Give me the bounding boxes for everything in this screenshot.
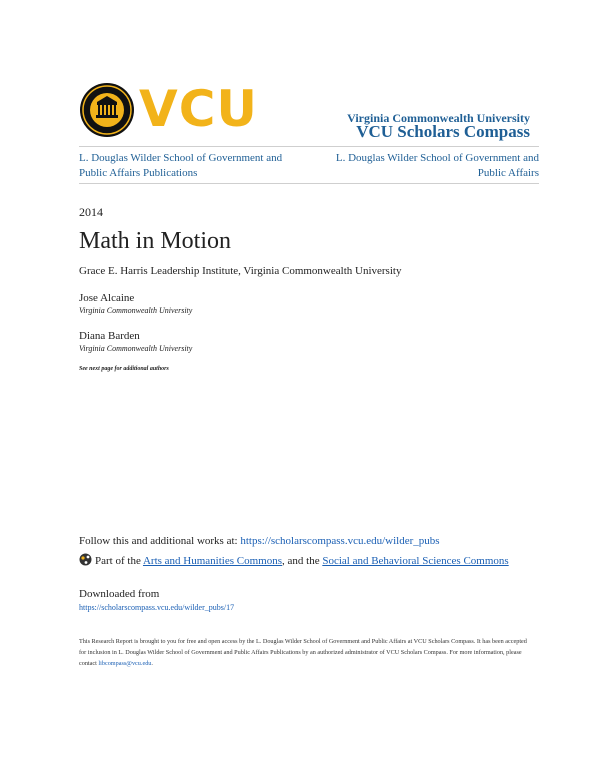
- university-name[interactable]: Virginia Commonwealth University: [347, 111, 530, 125]
- notice-end: .: [151, 660, 153, 667]
- network-icon: [79, 553, 92, 566]
- arts-humanities-commons-link[interactable]: Arts and Humanities Commons: [142, 555, 282, 567]
- institute-affiliation: Grace E. Harris Leadership Institute, Virginia Commonwealth University: [79, 265, 402, 277]
- author-name: Diana Barden: [79, 330, 140, 342]
- notice-text: This Research Report is brought to you for free and open access by the L. Douglas Wilder School of Government and Public Affairs at VCU Scholars Compass. It has been accepted for inclusion in L. Douglas Wilder School of Government and Public Affairs Publications by an authorized administrator of VCU Scholars Compass. For more information, please contact: [79, 638, 527, 667]
- contact-email-link[interactable]: libcompass@vcu.edu: [98, 660, 152, 667]
- social-behavioral-commons-link[interactable]: Social and Behavioral Sciences Commons: [322, 555, 509, 567]
- follow-line: [79, 535, 440, 547]
- author-entry: [79, 292, 192, 315]
- part-of-middle: , and the: [282, 555, 323, 567]
- divider: [79, 146, 539, 147]
- part-of-prefix: Part of the: [95, 555, 143, 567]
- follow-link[interactable]: https://scholarscompass.vcu.edu/wilder_pubs: [240, 535, 440, 547]
- publication-year: 2014: [79, 205, 103, 219]
- downloaded-link[interactable]: https://scholarscompass.vcu.edu/wilder_pubs/17: [79, 603, 235, 612]
- collection-link-publications[interactable]: L. Douglas Wilder School of Government and Public Affairs Publications: [79, 152, 283, 179]
- author-affiliation: Virginia Commonwealth University: [79, 306, 193, 315]
- part-of-line: [79, 553, 509, 567]
- more-authors-note: See next page for additional authors: [79, 366, 169, 372]
- access-notice: [79, 636, 529, 669]
- vcu-wordmark: VCU: [139, 80, 258, 138]
- document-title: Math in Motion: [79, 228, 232, 254]
- author-affiliation: Virginia Commonwealth University: [79, 344, 193, 353]
- downloaded-label: Downloaded from: [79, 588, 160, 600]
- vcu-logo[interactable]: [79, 82, 269, 140]
- author-name: Jose Alcaine: [79, 292, 135, 304]
- divider: [79, 183, 539, 184]
- collection-link-school[interactable]: L. Douglas Wilder School of Government and Public Affairs: [335, 152, 539, 179]
- vcu-seal-icon: [79, 82, 135, 138]
- author-entry: [79, 330, 192, 353]
- repository-name[interactable]: VCU Scholars Compass: [356, 122, 530, 141]
- follow-label: Follow this and additional works at:: [79, 535, 241, 547]
